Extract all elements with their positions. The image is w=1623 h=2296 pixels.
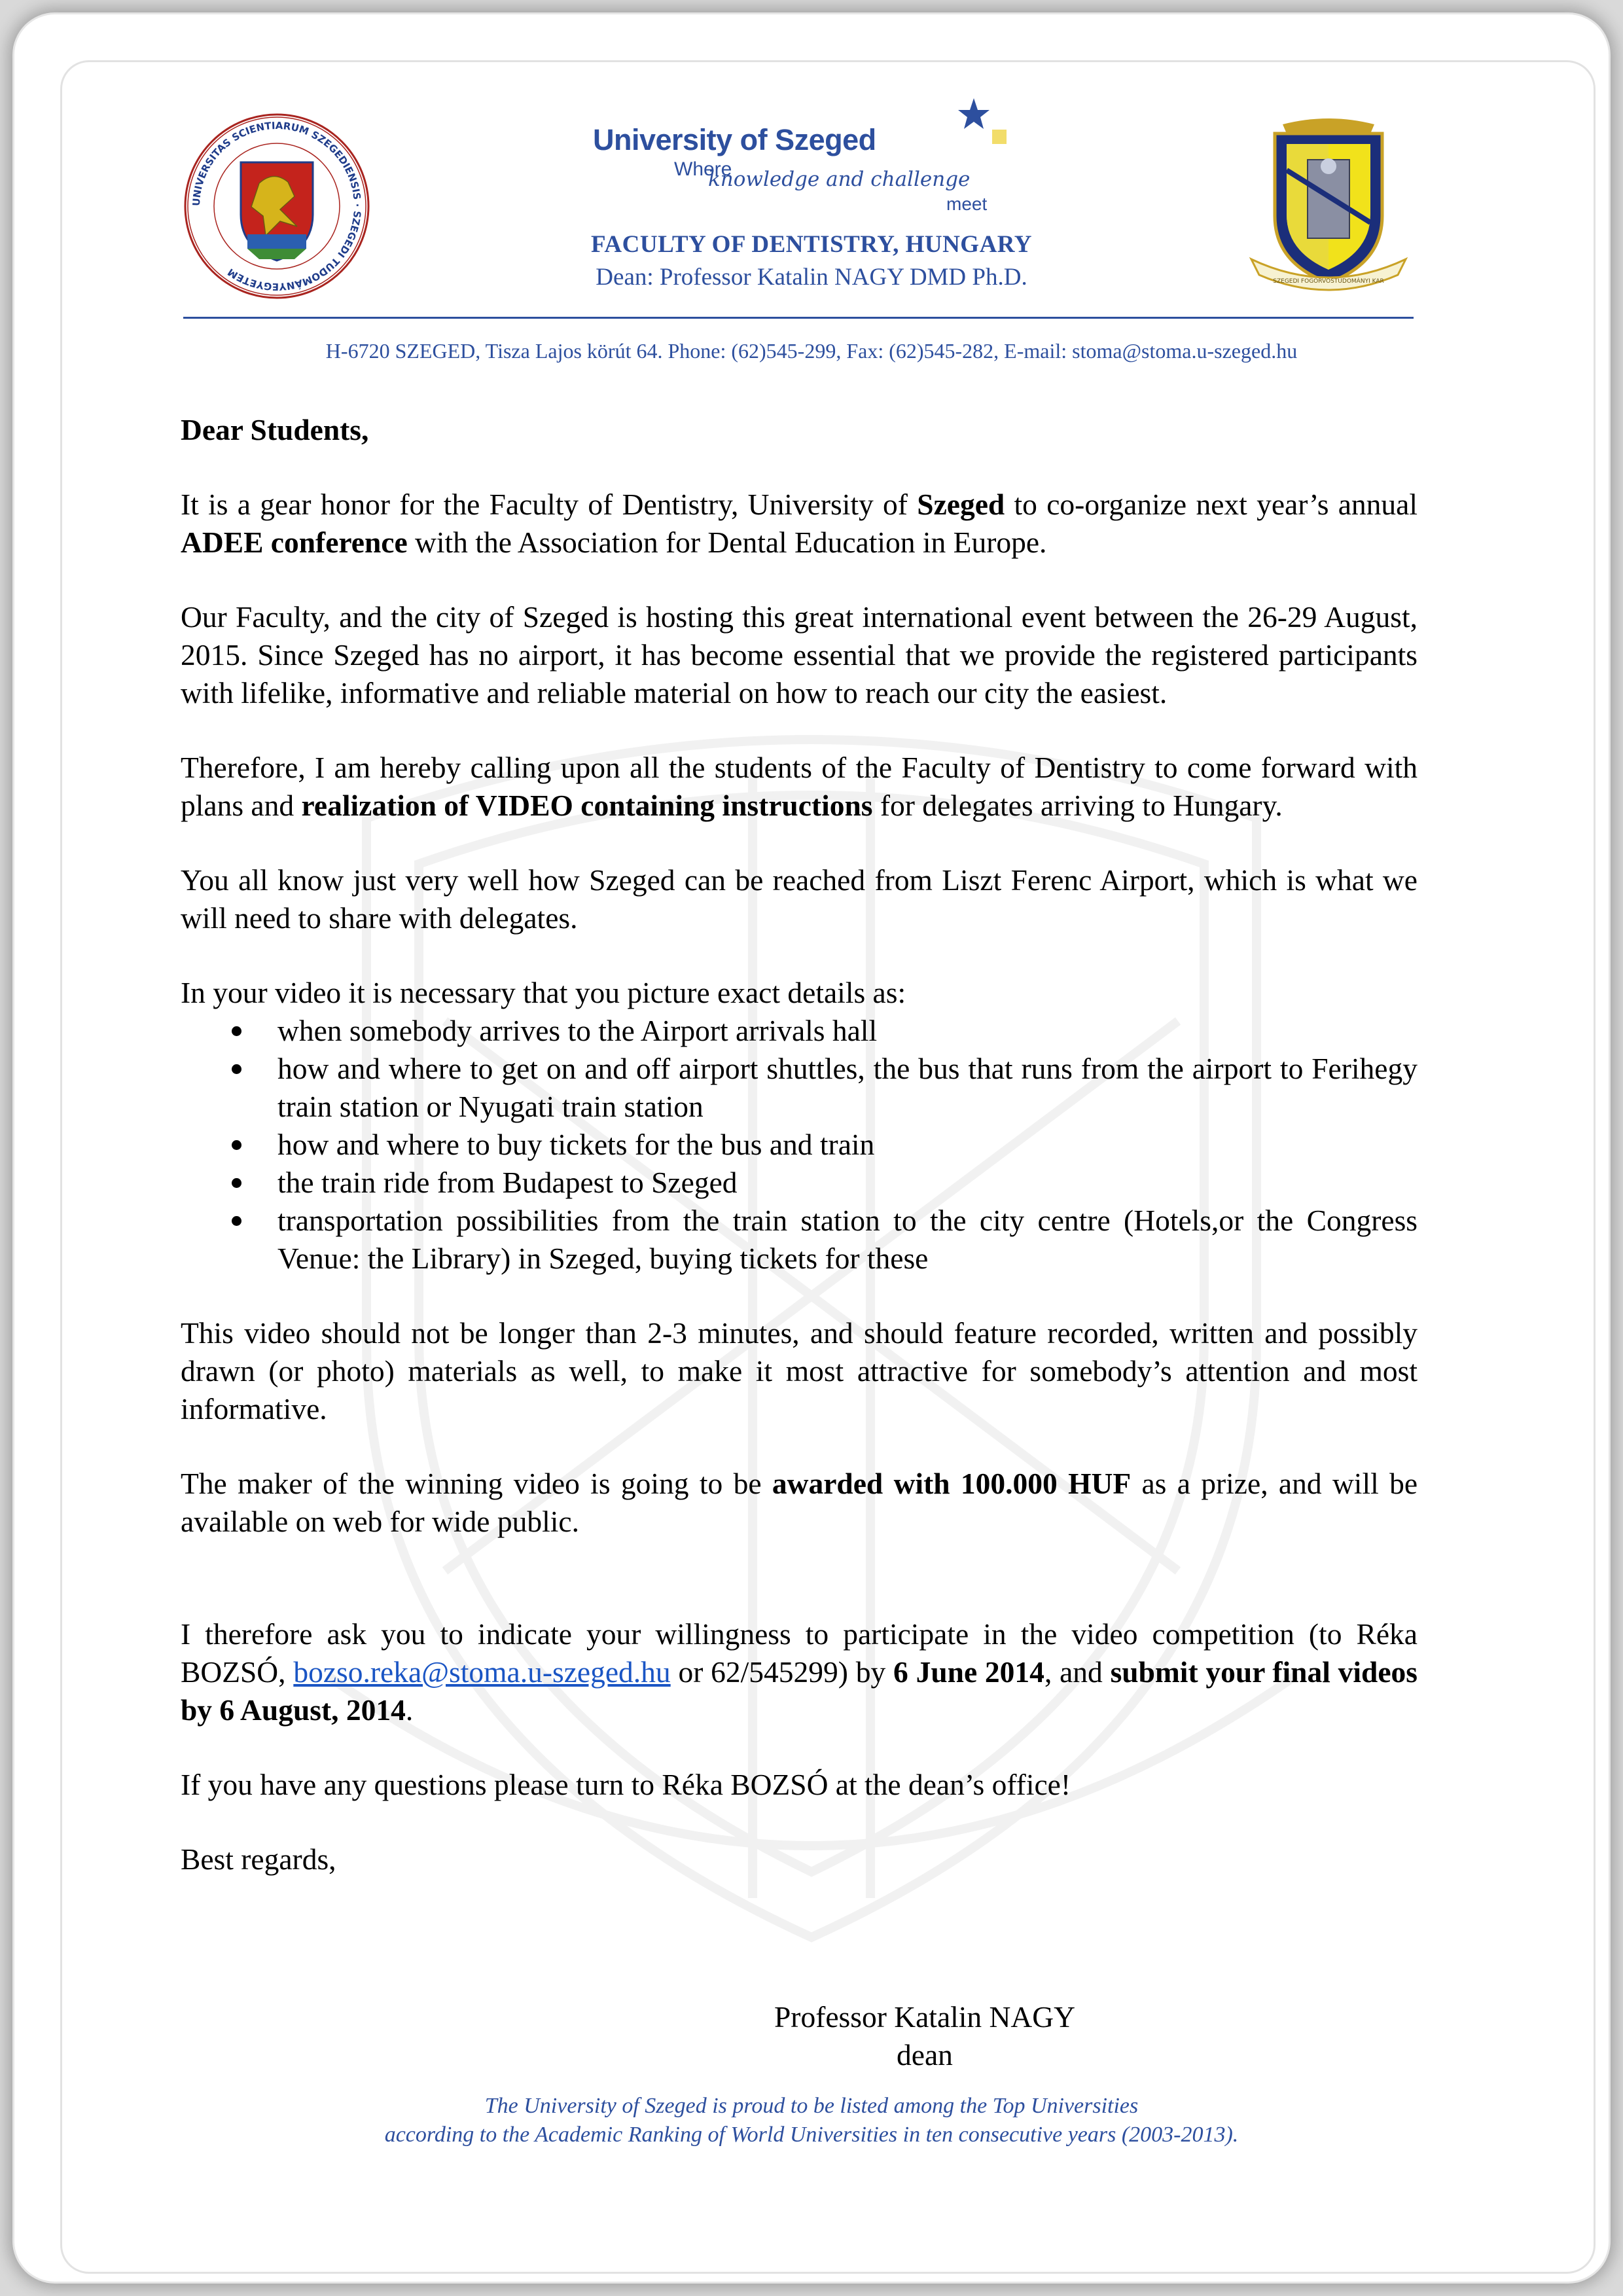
closing: Best regards, xyxy=(181,1842,336,1876)
star-icon xyxy=(957,97,1009,149)
signature-block xyxy=(0,1998,1623,2074)
paragraph-deadline: I therefore ask you to indicate your willingness to participate in the video competition (to Réka BOZSÓ, bozso.reka@stoma.u-szeged.hu or 62/545299) by 6 June 2014, and submit your final videos by 6 August, 2014. xyxy=(181,1617,1418,1727)
bullet-icon xyxy=(232,1064,241,1074)
list-item: the train ride from Budapest to Szeged xyxy=(181,1164,1418,1202)
paragraph-intro: It is a gear honor for the Faculty of Dentistry, University of Szeged to co-organize next year’s annual ADEE conference with the Association for Dental Education in Europe. xyxy=(181,488,1418,559)
signer-title: dean xyxy=(897,2038,953,2072)
greeting: Dear Students, xyxy=(181,413,369,446)
brand-where: Where xyxy=(674,158,732,180)
dean-line: Dean: Professor Katalin NAGY DMD Ph.D. xyxy=(596,264,1027,291)
details-lead: In your video it is necessary that you picture exact details as: xyxy=(181,976,906,1009)
letter-body xyxy=(181,411,1418,1915)
faculty-title: FACULTY OF DENTISTRY, HUNGARY xyxy=(591,231,1032,258)
paragraph-event: Our Faculty, and the city of Szeged is hosting this great international event between the 26-29 August, 2015. Since Szeged has no airport, it has become essential that we provide the registered participants with lifelike, informative and reliable material on how to reach our city the easiest. xyxy=(181,600,1418,709)
svg-text:SZEGEDI FOGORVOSTUDOMÁNYI KAR: SZEGEDI FOGORVOSTUDOMÁNYI KAR xyxy=(1273,278,1384,285)
list-item: how and where to get on and off airport shuttles, the bus that runs from the airport to Ferihegy train station or Nyugati train station xyxy=(181,1050,1418,1126)
university-brand-logo xyxy=(593,123,1025,215)
paragraph-prize: The maker of the winning video is going to be awarded with 100.000 HUF as a prize, and will be available on web for wide public. xyxy=(181,1467,1418,1538)
footer-note: The University of Szeged is proud to be listed among the Top Universities according to the Academic Ranking of World Universities in ten consecutive years (2003-2013). xyxy=(384,2094,1239,2147)
bullet-icon xyxy=(232,1026,241,1036)
paragraph-length: This video should not be longer than 2-3 minutes, and should feature recorded, written and possibly drawn (or photo) materials as well, to make it most attractive for somebody’s attention and most informative. xyxy=(181,1316,1418,1426)
brand-tagline: knowledge and challenge xyxy=(708,168,971,191)
paragraph-airport: You all know just very well how Szeged can be reached from Liszt Ferenc Airport, which is what we will need to share with delegates. xyxy=(181,863,1418,935)
bullet-icon xyxy=(232,1216,241,1226)
header-divider xyxy=(183,317,1414,319)
brand-name: University of Szeged xyxy=(593,123,876,156)
svg-text:UNIVERSITAS SCIENTIARUM SZEGED: UNIVERSITAS SCIENTIARUM SZEGEDIENSIS · SZEGEDI TUDOMÁNYEGYETEM xyxy=(190,119,364,293)
list-item: transportation possibilities from the train station to the city centre (Hotels,or the Congress Venue: the Library) in Szeged, buying tickets for these xyxy=(181,1202,1418,1278)
list-item: when somebody arrives to the Airport arrivals hall xyxy=(181,1012,1418,1050)
contact-address: H-6720 SZEGED, Tisza Lajos körút 64. Phone: (62)545-299, Fax: (62)545-282, E-mail: stoma@stoma.u-szeged.hu xyxy=(325,339,1298,363)
bullet-icon xyxy=(232,1140,241,1150)
details-list xyxy=(181,1012,1418,1278)
signer-name: Professor Katalin NAGY xyxy=(774,2000,1075,2034)
paragraph-questions: If you have any questions please turn to Réka BOZSÓ at the dean’s office! xyxy=(181,1768,1071,1801)
bullet-icon xyxy=(232,1178,241,1188)
paragraph-call: Therefore, I am hereby calling upon all the students of the Faculty of Dentistry to come forward with plans and realization of VIDEO containing instructions for delegates arriving to Hungary. xyxy=(181,751,1418,822)
email-link[interactable]: bozso.reka@stoma.u-szeged.hu xyxy=(293,1655,671,1689)
list-item: how and where to buy tickets for the bus and train xyxy=(181,1126,1418,1164)
brand-meet: meet xyxy=(946,194,988,214)
